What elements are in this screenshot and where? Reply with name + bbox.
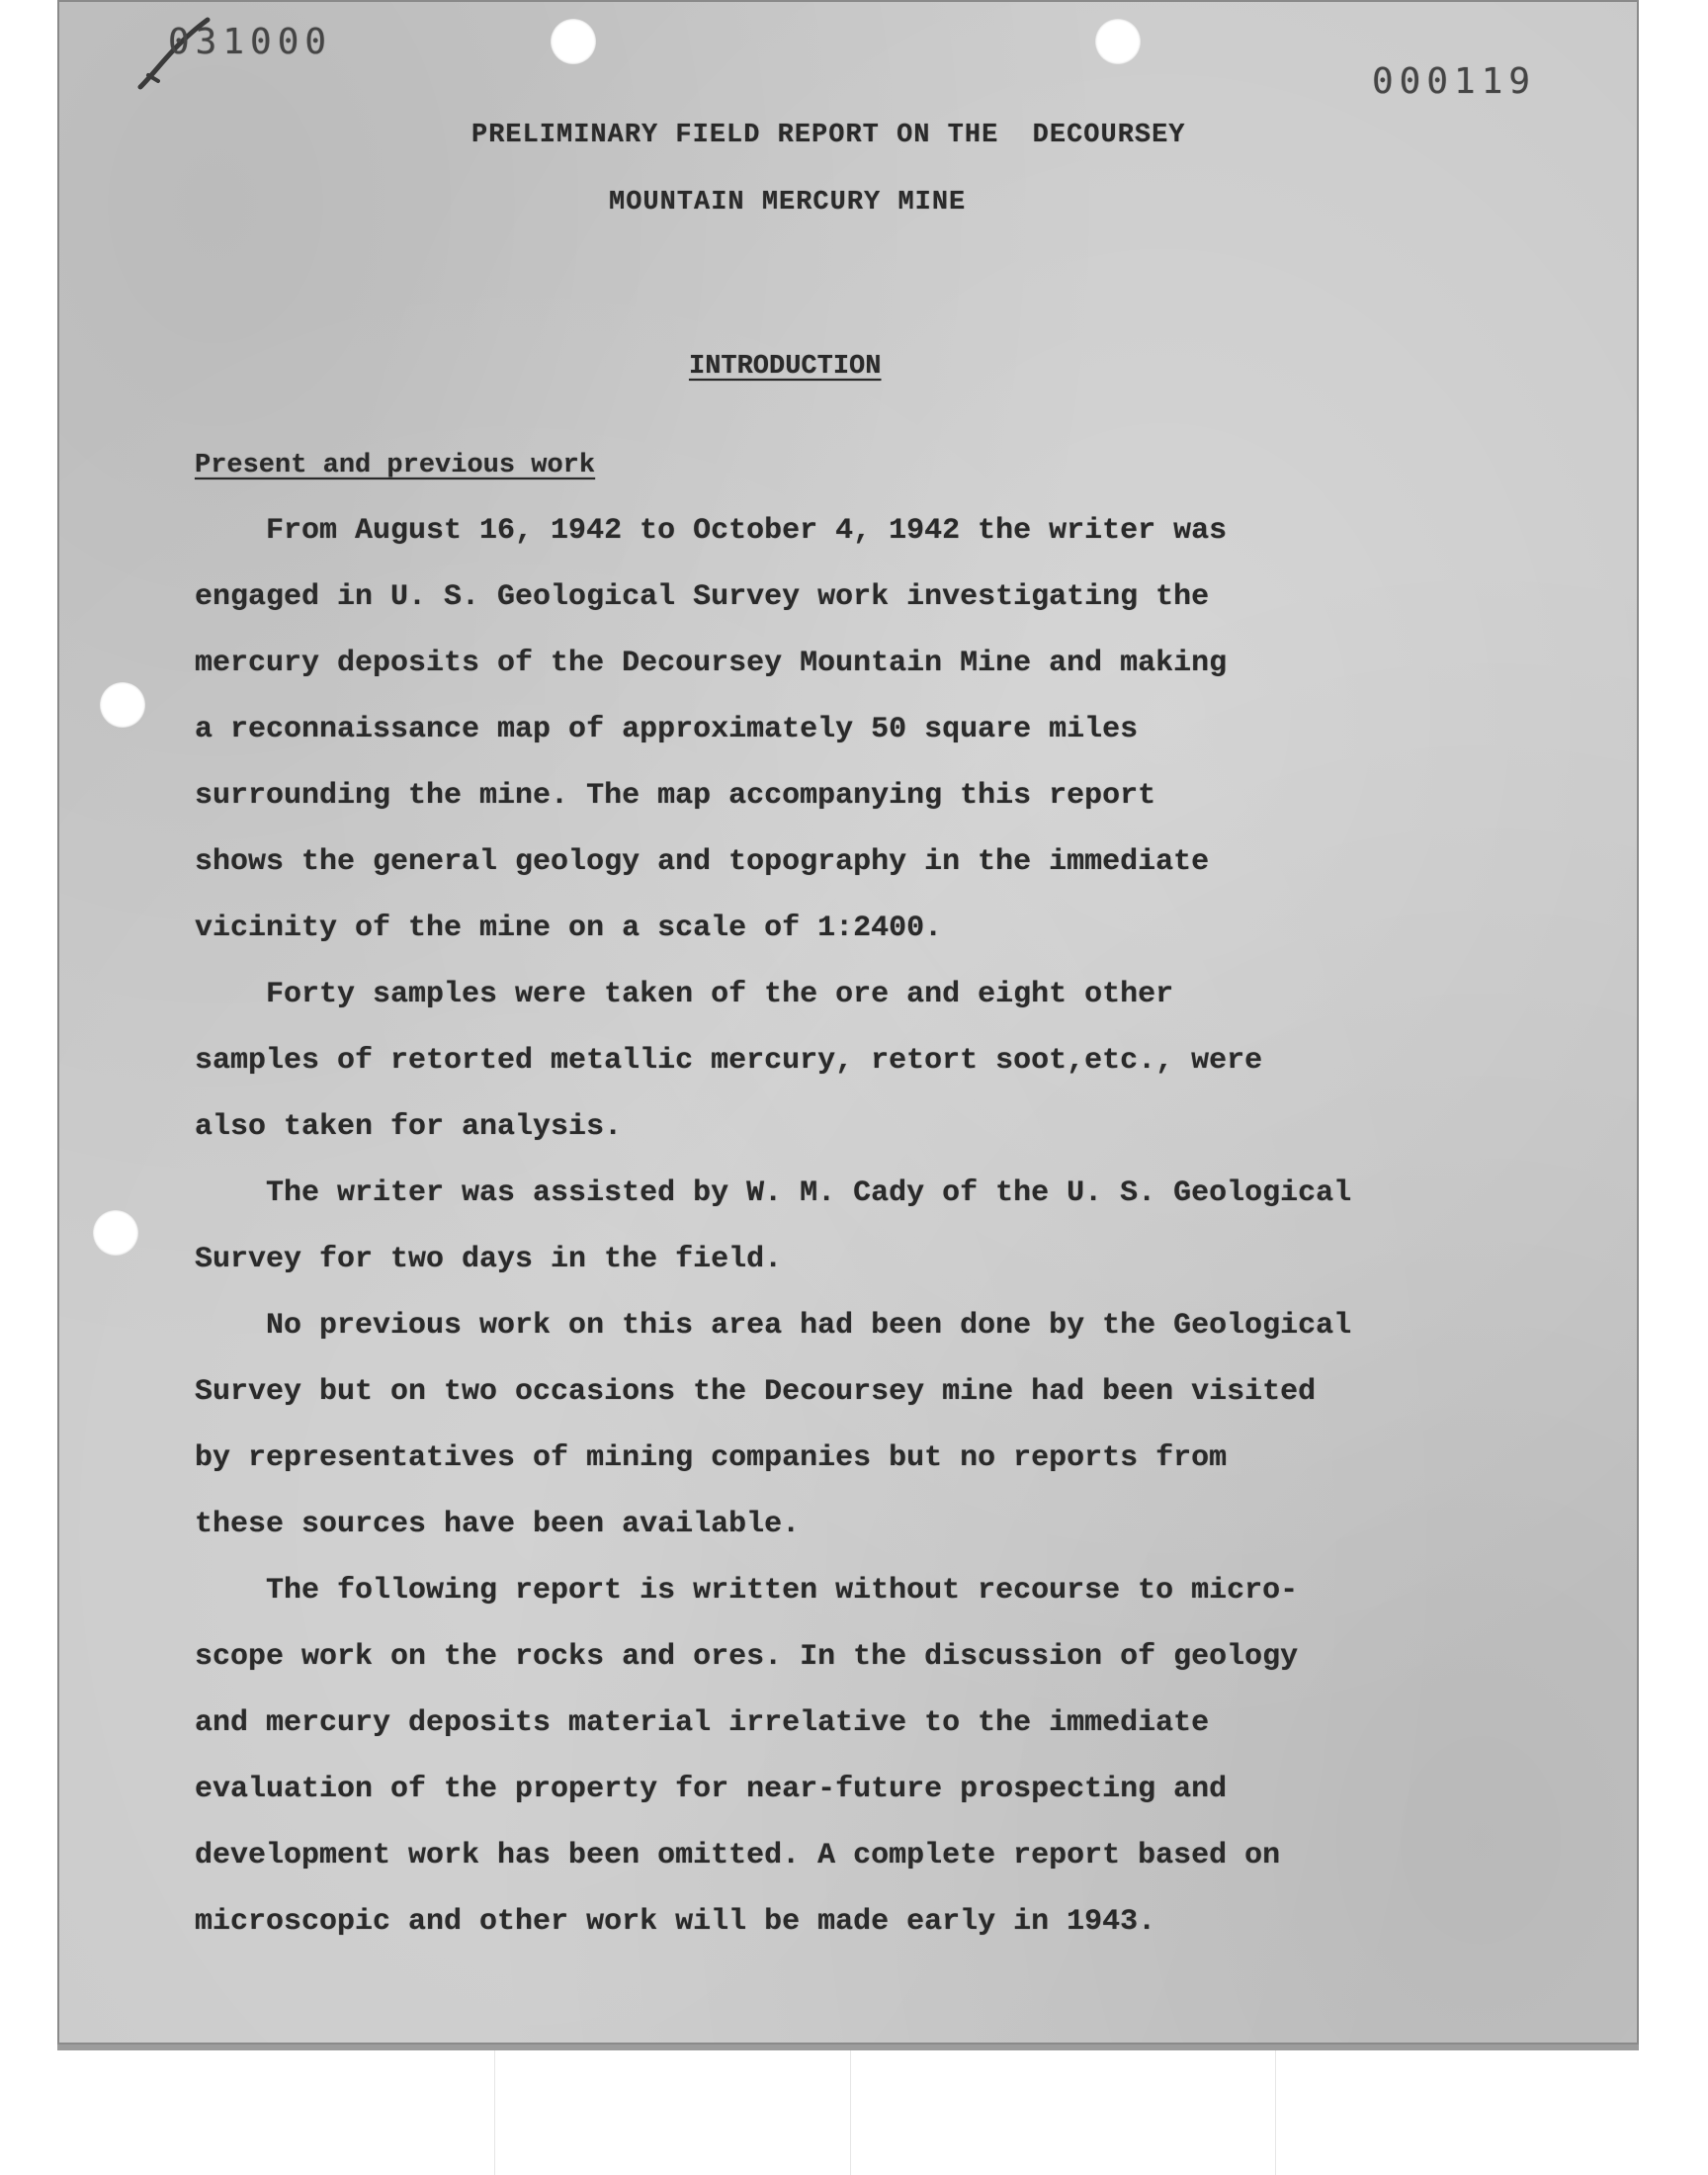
body-line: Forty samples were taken of the ore and eight other xyxy=(195,978,1174,1011)
body-line: Survey but on two occasions the Decoursey mine had been visited xyxy=(195,1375,1317,1409)
body-line: No previous work on this area had been done by the Geological xyxy=(195,1309,1352,1343)
body-line: vicinity of the mine on a scale of 1:2400. xyxy=(195,912,943,945)
body-line: From August 16, 1942 to October 4, 1942 the writer was xyxy=(195,514,1228,548)
body-line: and mercury deposits material irrelative to the immediate xyxy=(195,1706,1210,1740)
punch-hole xyxy=(551,19,596,64)
body-line: development work has been omitted. A complete report based on xyxy=(195,1839,1281,1872)
report-title-line-1: PRELIMINARY FIELD REPORT ON THE DECOURSEY xyxy=(471,121,1186,150)
report-title-line-2: MOUNTAIN MERCURY MINE xyxy=(609,188,967,218)
page-stamp-number: 000119 xyxy=(1372,61,1537,102)
body-line: The following report is written without recourse to micro- xyxy=(195,1574,1299,1608)
body-line: shows the general geology and topography in the immediate xyxy=(195,845,1210,879)
body-line: also taken for analysis. xyxy=(195,1110,623,1144)
body-line: mercury deposits of the Decoursey Mountain Mine and making xyxy=(195,647,1228,680)
body-line: Survey for two days in the field. xyxy=(195,1243,783,1276)
body-line: microscopic and other work will be made early in 1943. xyxy=(195,1905,1156,1939)
body-line: these sources have been available. xyxy=(195,1508,801,1541)
punch-hole xyxy=(93,1210,138,1256)
body-line: samples of retorted metallic mercury, retort soot,etc., were xyxy=(195,1044,1263,1078)
body-line: scope work on the rocks and ores. In the discussion of geology xyxy=(195,1640,1299,1674)
body-line: by representatives of mining companies but no reports from xyxy=(195,1441,1228,1475)
body-line: evaluation of the property for near-future prospecting and xyxy=(195,1773,1228,1806)
page-bottom-edge xyxy=(57,2044,1639,2050)
subsection-heading: Present and previous work xyxy=(195,451,596,480)
body-line: The writer was assisted by W. M. Cady of the U. S. Geological xyxy=(195,1176,1352,1210)
punch-hole xyxy=(1095,19,1141,64)
margin-divider xyxy=(850,2050,851,2175)
body-line: surrounding the mine. The map accompanying this report xyxy=(195,779,1156,813)
margin-divider xyxy=(1275,2050,1276,2175)
body-line: a reconnaissance map of approximately 50 square miles xyxy=(195,713,1139,746)
stamp-number-top-left: 031000 xyxy=(168,22,333,62)
body-line: engaged in U. S. Geological Survey work investigating the xyxy=(195,580,1210,614)
punch-hole xyxy=(100,682,145,728)
margin-divider xyxy=(494,2050,495,2175)
section-heading: INTRODUCTION xyxy=(689,352,882,382)
